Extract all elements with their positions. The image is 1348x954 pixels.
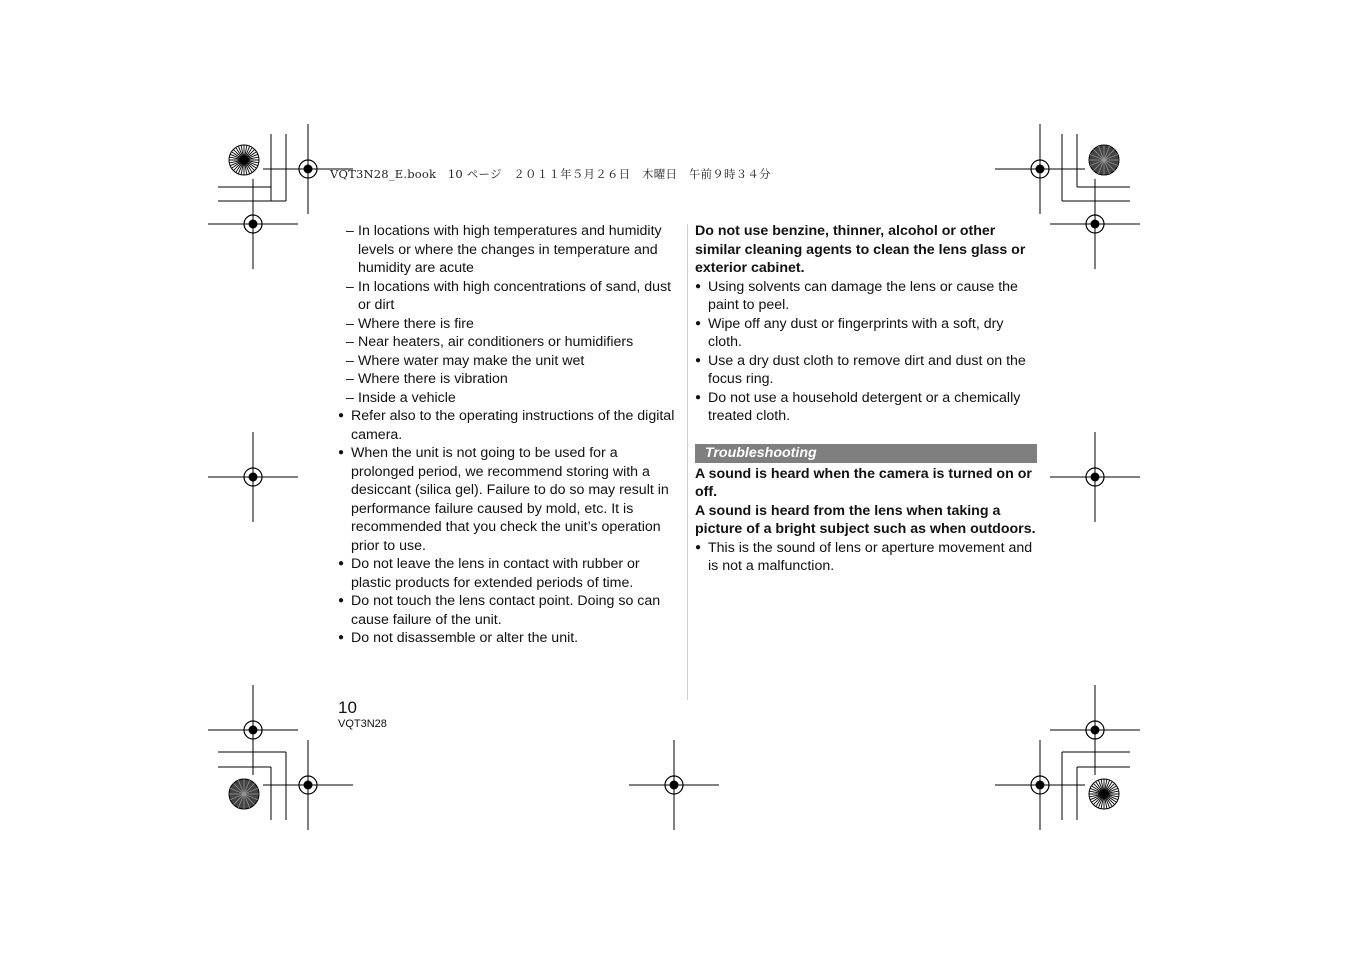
list-item: – In locations with high temperatures and humidity levels or where the changes in temperature and humidity are acute [338,222,680,278]
column-divider [687,224,688,700]
right-column [695,222,1037,576]
cleaning-heading: Do not use benzine, thinner, alcohol or other similar cleaning agents to clean the lens glass or exterior cabinet. [695,223,1026,276]
bullet-item: ● Do not use a household detergent or a chemically treated cloth. [695,389,1037,426]
bullet-item: ● Do not touch the lens contact point. Doing so can cause failure of the unit. [338,592,680,629]
list-item: – Where there is fire [338,315,680,334]
bullet-item: ● Use a dry dust cloth to remove dirt and dust on the focus ring. [695,352,1037,389]
bullet-item: ● Wipe off any dust or fingerprints with a soft, dry cloth. [695,315,1037,352]
question-heading: A sound is heard when the camera is turned on or off. [695,465,1032,500]
bullet-item: ● Do not leave the lens in contact with rubber or plastic products for extended periods of time. [338,555,680,592]
page-number: 10 [338,698,357,717]
list-item: – In locations with high concentrations of sand, dust or dirt [338,278,680,315]
list-item: – Inside a vehicle [338,389,680,408]
bullet-item: ● Do not disassemble or alter the unit. [338,629,680,648]
list-item: – Where there is vibration [338,370,680,389]
bullet-item: ● Refer also to the operating instructions of the digital camera. [338,407,680,444]
bullet-item: ● Using solvents can damage the lens or cause the paint to peel. [695,278,1037,315]
bullet-item: ● This is the sound of lens or aperture movement and is not a malfunction. [695,539,1037,576]
left-column [338,222,680,648]
question-heading: A sound is heard from the lens when taking a picture of a bright subject such as when outdoors. [695,502,1036,537]
bullet-item: ● When the unit is not going to be used for a prolonged period, we recommend storing with a desiccant (silica gel). Failure to do so may result in performance failure caused by mold, etc. It is recommended that you check the unit’s operation prior to use. [338,444,680,555]
document-code: VQT3N28 [338,718,387,730]
list-item: – Near heaters, air conditioners or humidifiers [338,333,680,352]
list-item: – Where water may make the unit wet [338,352,680,371]
section-title: Troubleshooting [695,444,1037,463]
print-slug: VQT3N28_E.book 10 ページ ２０１１年５月２６日 木曜日 午前９時３４分 [330,167,771,181]
